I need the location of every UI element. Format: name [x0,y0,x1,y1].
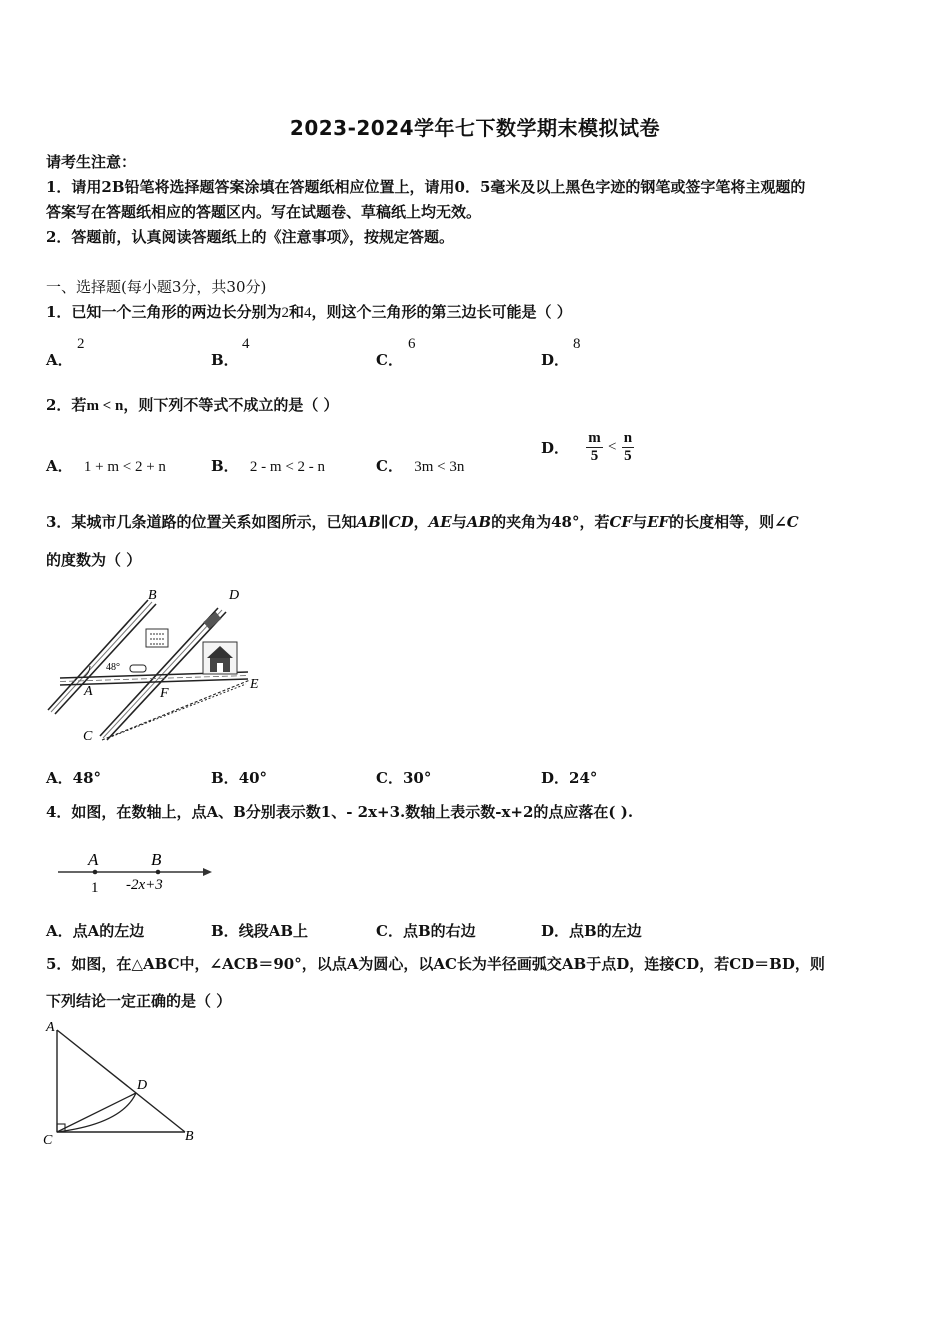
label-C: C [83,729,93,744]
option-value: 48° [72,769,102,787]
option-label: A． [46,457,73,475]
label-1: 1 [91,880,99,896]
option-label: A． [46,351,73,369]
q3-road-figure [40,584,270,746]
q1-mid: 和 [288,303,304,321]
q2-option-b[interactable] [211,455,325,476]
label-angle-48: 48° [106,662,120,673]
q3-cf: CF [609,513,633,531]
q1-option-c-value: 6 [408,336,416,352]
q3-text-a: 3．某城市几条道路的位置关系如图所示，已知 [46,513,357,531]
label-A: A [84,684,93,699]
q2-option-d[interactable] [541,430,634,465]
q1-option-a[interactable] [46,349,73,370]
denominator: 5 [590,448,599,464]
option-label: B． [211,769,239,787]
option-value: 点B的右边 [402,922,476,940]
q1-option-b-value: 4 [242,336,250,352]
q4-option-d[interactable] [541,920,642,941]
q4-option-a[interactable] [46,920,144,941]
q3-equal-text: 的长度相等，则∠ [669,513,787,531]
label-b-value: -2x+3 [126,877,163,893]
question-4-text: 4．如图，在数轴上，点A、B分别表示数1、- 2x+3.数轴上表示数-x+2的点应落在( ). [46,803,634,821]
point-a [93,870,98,875]
q2-condition: m < n [86,398,124,414]
option-label: D． [541,769,570,787]
option-value: 2 - m < 2 - n [249,459,326,475]
option-label: B． [211,351,239,369]
q2-option-a[interactable] [46,455,166,476]
option-value: 点B的左边 [569,922,642,940]
q1-suffix: ，则这个三角形的第三边长可能是（ ） [311,303,572,321]
label-D: D [137,1078,148,1093]
question-3-text [46,512,799,532]
numerator: n [623,430,633,446]
label-D: D [229,588,240,603]
label-A: A [46,1020,55,1035]
q3-option-b[interactable] [211,767,267,788]
q3-option-d[interactable] [541,767,597,788]
option-value: 点A的左边 [72,922,145,940]
q1-side-a: 2 [281,305,289,321]
q4-number-line [50,845,220,897]
q2-suffix: ，则下列不等式不成立的是（ ） [123,396,339,414]
option-label: A． [46,922,73,940]
notice-heading: 请考生注意： [46,153,137,171]
q1-option-a-value: 2 [77,336,85,352]
option-label: C． [376,351,403,369]
question-1-text [46,302,572,323]
q3-ae: AE [428,513,452,531]
option-label: A． [46,769,73,787]
label-C: C [43,1133,53,1148]
q3-comma: ， [413,513,429,531]
q1-option-d-value: 8 [573,336,581,352]
q3-option-a[interactable] [46,767,101,788]
notice-line-1b: 答案写在答题纸相应的答题区内。写在试题卷、草稿纸上均无效。 [46,203,482,221]
q3-ab-parallel-cd: AB∥CD [356,513,414,531]
label-A: A [88,850,99,869]
label-F: F [160,686,169,701]
q1-option-c[interactable] [376,349,403,370]
section-heading: 一、选择题(每小题3分，共30分) [46,278,267,296]
notice-line-2: 2．答题前，认真阅读答题纸上的《注意事项》，按规定答题。 [46,228,454,246]
q4-option-b[interactable] [211,920,308,941]
q1-prefix: 1．已知一个三角形的两边长分别为 [46,303,282,321]
q1-side-b: 4 [303,305,312,321]
q3-ef: EF [647,513,670,531]
page-title: 2023-2024学年七下数学期末模拟试卷 [289,116,661,140]
option-label: D． [541,351,570,369]
label-E: E [250,677,259,692]
option-label: C． [376,922,403,940]
label-B: B [185,1129,194,1144]
option-value: 线段AB上 [238,922,309,940]
option-label: D． [541,439,570,457]
question-5-line-2: 下列结论一定正确的是（ ） [46,992,232,1010]
option-value: 1 + m < 2 + n [83,459,166,475]
numerator: m [588,430,601,446]
q3-c: C [786,513,799,531]
q3-option-c[interactable] [376,767,431,788]
option-value: 40° [238,769,268,787]
point-b [156,870,161,875]
label-B: B [151,850,162,869]
question-3-line-2: 的度数为（ ） [46,551,142,569]
less-than: < [607,439,617,455]
question-5-line-1: 5．如图，在△ABC中，∠ACB＝90°，以点A为圆心，以AC长为半径画弧交AB于点D，连接CD，若CD＝BD，则 [46,955,825,973]
q1-option-d[interactable] [541,349,569,370]
q2-prefix: 2．若 [46,396,87,414]
option-label: C． [376,457,403,475]
notice-line-1: 1．请用2B铅笔将选择题答案涂填在答题纸相应位置上，请用0．5毫米及以上黑色字迹的钢笔或签字笔将主观题的 [46,178,806,196]
q1-option-b[interactable] [211,349,239,370]
option-label: D． [541,922,570,940]
car-icon [130,665,146,672]
fraction-n-over-5 [622,430,634,465]
q2-option-c[interactable] [376,455,464,476]
option-label: B． [211,457,239,475]
q5-triangle-figure [40,1016,210,1150]
option-value: 24° [569,769,598,787]
q3-with: 与 [451,513,467,531]
option-label: B． [211,922,239,940]
q4-option-c[interactable] [376,920,476,941]
option-label: C． [376,769,403,787]
denominator: 5 [624,448,632,464]
question-2-text [46,395,339,416]
option-value: 30° [402,769,432,787]
label-B: B [148,588,157,603]
option-value: 3m < 3n [414,459,465,475]
arrow-right-icon [203,868,212,876]
q3-ab: AB [466,513,492,531]
q3-with-2: 与 [632,513,648,531]
fraction-m-over-5 [586,430,603,465]
q3-angle-text: 的夹角为48°，若 [491,513,610,531]
